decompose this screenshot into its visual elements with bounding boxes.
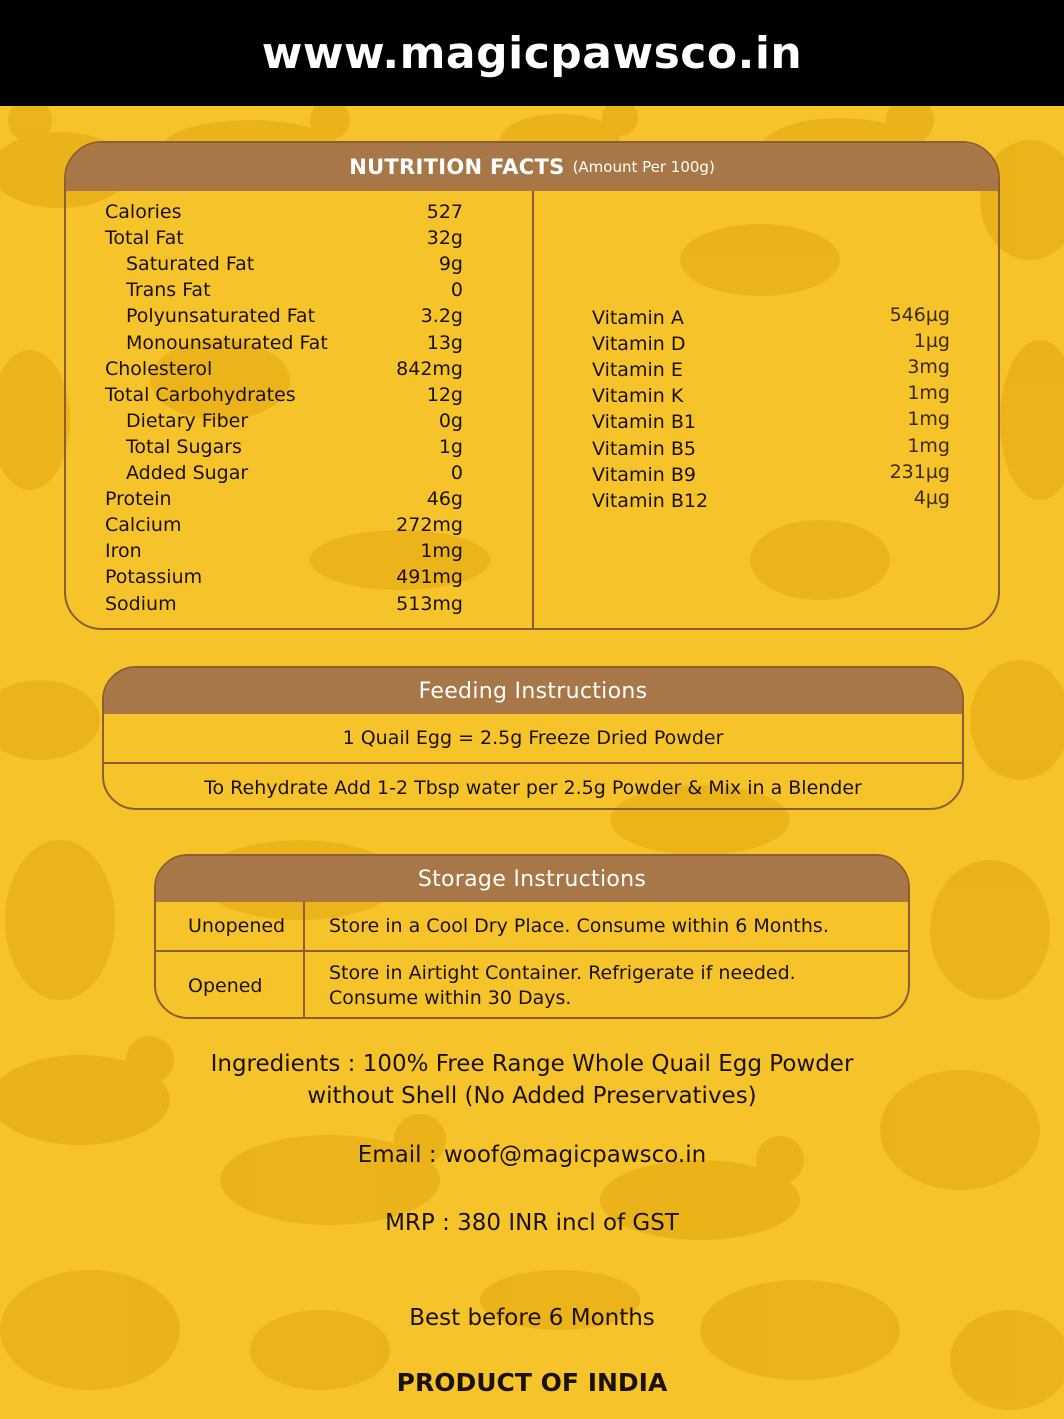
nutrition-facts-panel [64, 141, 1000, 630]
vitamin-label: Vitamin B1 [592, 411, 696, 434]
storage-text-opened [304, 951, 908, 1019]
nutrition-facts-title: NUTRITION FACTS [349, 155, 565, 179]
nutrient-value: 491mg [396, 566, 463, 589]
nutrient-label: Added Sugar [126, 462, 249, 484]
nutrient-label: Potassium [105, 566, 203, 589]
nutrient-value: 1g [438, 435, 463, 458]
nutrient-value: 46g [426, 488, 463, 511]
ingredients-line: Ingredients : 100% Free Range Whole Quail Egg Powder [210, 1051, 854, 1077]
nutrient-label: Total Carbohydrates [105, 383, 296, 406]
storage-label-opened: Opened [156, 951, 304, 1019]
nutrient-value: 1mg [420, 540, 463, 563]
vitamin-value: 546µg [889, 304, 950, 326]
nutrient-value: 0 [450, 462, 463, 484]
storage-row-opened [156, 951, 908, 1019]
vitamin-value: 3mg [907, 356, 950, 379]
nutrient-label: Cholesterol [105, 357, 213, 380]
column-divider [532, 191, 534, 628]
storage-instructions-title: Storage Instructions [156, 856, 908, 902]
feeding-instructions-panel [102, 666, 964, 810]
vitamin-value: 231µg [889, 460, 950, 483]
best-before-text: Best before 6 Months [409, 1305, 655, 1331]
vitamin-label: Vitamin E [592, 359, 683, 382]
nutrition-facts-header [66, 143, 998, 191]
nutrient-value: 513mg [396, 592, 463, 615]
nutrient-value: 12g [426, 383, 463, 406]
storage-label-unopened: Unopened [156, 902, 304, 951]
ingredients [0, 1048, 1064, 1112]
vitamin-value: 1mg [907, 382, 950, 405]
nutrient-value: 527 [426, 201, 463, 223]
vitamin-value: 1mg [907, 408, 950, 431]
nutrient-label: Calories [105, 201, 182, 223]
nutrient-label: Total Fat [105, 227, 184, 250]
nutrient-value: 842mg [396, 357, 463, 380]
nutrient-label: Monounsaturated Fat [126, 331, 328, 354]
website-banner [0, 0, 1064, 106]
vitamin-value: 1µg [913, 330, 950, 353]
vitamin-label: Vitamin A [592, 307, 684, 329]
feeding-instructions-title: Feeding Instructions [104, 668, 962, 714]
nutrient-label: Saturated Fat [126, 253, 255, 276]
nutrient-label: Sodium [105, 592, 177, 615]
mrp-text: MRP : 380 INR incl of GST [385, 1210, 679, 1236]
email-text[interactable]: Email : woof@magicpawsco.in [357, 1142, 707, 1168]
nutrient-label: Iron [105, 540, 142, 563]
nutrient-value: 0 [450, 279, 463, 302]
website-url[interactable]: www.magicpawsco.in [261, 27, 803, 79]
product-origin: PRODUCT OF INDIA [396, 1368, 668, 1397]
storage-opened-line: Store in Airtight Container. Refrigerate if needed. [329, 962, 796, 984]
nutrient-label: Trans Fat [126, 279, 211, 302]
feeding-row: 1 Quail Egg = 2.5g Freeze Dried Powder [342, 727, 724, 749]
storage-table [156, 902, 908, 1019]
storage-instructions-panel [154, 854, 910, 1019]
nutrient-value: 272mg [396, 514, 463, 537]
nutrient-label: Protein [105, 488, 172, 511]
vitamin-label: Vitamin B9 [592, 463, 696, 486]
nutrient-label: Calcium [105, 514, 182, 537]
vitamin-label: Vitamin B5 [592, 437, 696, 460]
vitamin-value: 4µg [913, 486, 950, 509]
nutrient-value: 9g [438, 253, 463, 276]
nutrient-value: 32g [426, 227, 463, 250]
storage-row-unopened [156, 902, 908, 951]
storage-opened-line: Consume within 30 Days. [329, 987, 572, 1009]
nutrition-facts-subtitle: (Amount Per 100g) [572, 158, 715, 176]
vitamin-label: Vitamin K [592, 385, 684, 408]
nutrient-label: Polyunsaturated Fat [126, 305, 316, 328]
ingredients-line: without Shell (No Added Preservatives) [307, 1083, 757, 1109]
nutrient-value: 3.2g [420, 305, 463, 328]
nutrient-label: Total Sugars [126, 435, 242, 458]
nutrient-value: 13g [426, 331, 463, 354]
storage-text-unopened: Store in a Cool Dry Place. Consume within 6 Months. [304, 902, 908, 951]
nutrient-label: Dietary Fiber [126, 409, 249, 432]
nutrient-value: 0g [438, 409, 463, 432]
feeding-row: To Rehydrate Add 1-2 Tbsp water per 2.5g Powder & Mix in a Blender [104, 762, 962, 810]
vitamin-label: Vitamin D [592, 333, 686, 356]
vitamin-label: Vitamin B12 [592, 489, 709, 512]
vitamin-value: 1mg [907, 434, 950, 457]
